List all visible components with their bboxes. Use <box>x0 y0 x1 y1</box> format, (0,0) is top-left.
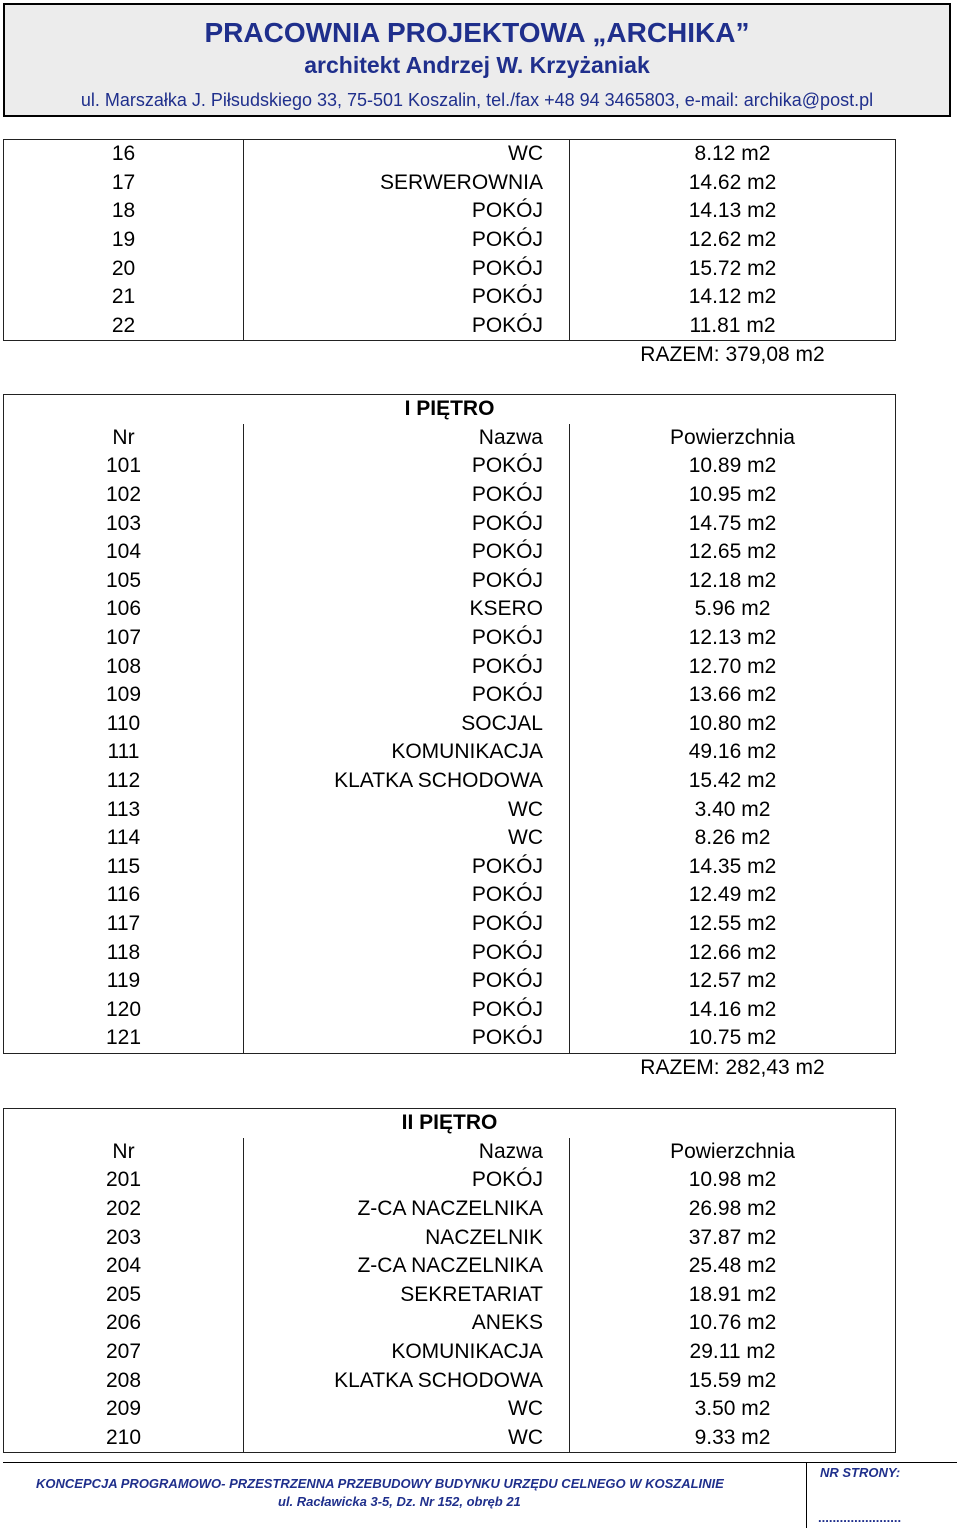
table-row <box>4 140 896 169</box>
room-number: 118 <box>4 938 244 967</box>
room-area: 10.80 m2 <box>570 710 896 739</box>
second-floor-table <box>3 1108 896 1453</box>
room-name: POKÓJ <box>244 197 570 226</box>
table-row <box>4 767 896 796</box>
room-number: 103 <box>4 509 244 538</box>
room-number: 104 <box>4 538 244 567</box>
room-area: 15.72 m2 <box>570 254 896 283</box>
table-row <box>4 509 896 538</box>
room-number: 106 <box>4 595 244 624</box>
room-name: POKÓJ <box>244 910 570 939</box>
room-name: POKÓJ <box>244 254 570 283</box>
table-row <box>4 1166 896 1195</box>
table-row <box>4 1281 896 1310</box>
room-name: SEKRETARIAT <box>244 1281 570 1310</box>
table-row <box>4 795 896 824</box>
page-number-label: NR STRONY: <box>820 1465 901 1480</box>
page-number-field: ....................... <box>818 1510 902 1525</box>
room-number: 208 <box>4 1366 244 1395</box>
room-name: POKÓJ <box>244 283 570 312</box>
table-row <box>4 1424 896 1453</box>
room-name: POKÓJ <box>244 624 570 653</box>
room-area: 12.13 m2 <box>570 624 896 653</box>
room-number: 111 <box>4 738 244 767</box>
room-name: POKÓJ <box>244 452 570 481</box>
room-area: 25.48 m2 <box>570 1252 896 1281</box>
room-number: 206 <box>4 1309 244 1338</box>
room-name: POKÓJ <box>244 853 570 882</box>
room-name: POKÓJ <box>244 481 570 510</box>
first-floor-table <box>3 394 896 1082</box>
room-area: 10.75 m2 <box>570 1024 896 1053</box>
room-number: 22 <box>4 312 244 341</box>
room-number: 113 <box>4 795 244 824</box>
room-number: 120 <box>4 995 244 1024</box>
room-number: 109 <box>4 681 244 710</box>
room-area: 5.96 m2 <box>570 595 896 624</box>
room-area: 14.12 m2 <box>570 283 896 312</box>
table-row <box>4 452 896 481</box>
room-area: 8.26 m2 <box>570 824 896 853</box>
room-name: POKÓJ <box>244 681 570 710</box>
room-area: 10.98 m2 <box>570 1166 896 1195</box>
room-name: POKÓJ <box>244 967 570 996</box>
table-row <box>4 312 896 341</box>
room-number: 112 <box>4 767 244 796</box>
company-name: PRACOWNIA PROJEKTOWA „ARCHIKA” <box>204 17 750 48</box>
header-nr: Nr <box>4 1138 244 1167</box>
table-row <box>4 967 896 996</box>
room-number: 207 <box>4 1338 244 1367</box>
room-number: 209 <box>4 1395 244 1424</box>
room-number: 121 <box>4 1024 244 1053</box>
room-area: 12.62 m2 <box>570 226 896 255</box>
letterhead <box>3 3 951 117</box>
footer-project-title: KONCEPCJA PROGRAMOWO- PRZESTRZENNA PRZEBUDOWY BUDYNKU URZĘDU CELNEGO W KOSZALINIE <box>36 1476 724 1491</box>
room-name: ANEKS <box>244 1309 570 1338</box>
room-area: 18.91 m2 <box>570 1281 896 1310</box>
room-number: 202 <box>4 1195 244 1224</box>
room-number: 17 <box>4 169 244 198</box>
table-row <box>4 881 896 910</box>
room-area: 26.98 m2 <box>570 1195 896 1224</box>
total-row <box>4 341 896 370</box>
room-name: POKÓJ <box>244 509 570 538</box>
table-row <box>4 538 896 567</box>
room-area: 8.12 m2 <box>570 140 896 169</box>
room-name: POKÓJ <box>244 652 570 681</box>
room-area: 14.16 m2 <box>570 995 896 1024</box>
room-name: WC <box>244 795 570 824</box>
room-number: 21 <box>4 283 244 312</box>
table-row <box>4 995 896 1024</box>
room-number: 210 <box>4 1424 244 1453</box>
room-number: 205 <box>4 1281 244 1310</box>
table-row <box>4 624 896 653</box>
floor-total: RAZEM: 379,08 m2 <box>570 341 896 370</box>
table-row <box>4 1395 896 1424</box>
spacer-cell <box>244 341 570 370</box>
room-name: NACZELNIK <box>244 1223 570 1252</box>
room-area: 14.62 m2 <box>570 169 896 198</box>
room-number: 119 <box>4 967 244 996</box>
room-number: 117 <box>4 910 244 939</box>
room-name: POKÓJ <box>244 938 570 967</box>
room-area: 12.18 m2 <box>570 567 896 596</box>
header-name: Nazwa <box>244 1138 570 1167</box>
room-number: 105 <box>4 567 244 596</box>
room-name: SOCJAL <box>244 710 570 739</box>
table-row <box>4 1252 896 1281</box>
room-name: KOMUNIKACJA <box>244 738 570 767</box>
room-area: 12.70 m2 <box>570 652 896 681</box>
room-name: POKÓJ <box>244 881 570 910</box>
room-name: SERWEROWNIA <box>244 169 570 198</box>
ground-floor-table <box>3 139 896 370</box>
floor-title: II PIĘTRO <box>4 1109 896 1138</box>
footer-address: ul. Racławicka 3-5, Dz. Nr 152, obręb 21 <box>278 1494 521 1509</box>
room-area: 37.87 m2 <box>570 1223 896 1252</box>
total-row <box>4 1053 896 1082</box>
spacer-cell <box>4 341 244 370</box>
room-name: Z-CA NACZELNIKA <box>244 1252 570 1281</box>
company-address: ul. Marszałka J. Piłsudskiego 33, 75-501 Koszalin, tel./fax +48 94 3465803, e-mail: archika@post.pl <box>80 90 874 110</box>
room-name: Z-CA NACZELNIKA <box>244 1195 570 1224</box>
room-name: WC <box>244 140 570 169</box>
floor-title-row <box>4 395 896 424</box>
room-number: 101 <box>4 452 244 481</box>
table-header-row <box>4 424 896 453</box>
room-area: 14.13 m2 <box>570 197 896 226</box>
table-row <box>4 710 896 739</box>
table-row <box>4 1309 896 1338</box>
room-area: 10.89 m2 <box>570 452 896 481</box>
table-row <box>4 938 896 967</box>
room-area: 10.95 m2 <box>570 481 896 510</box>
room-number: 108 <box>4 652 244 681</box>
room-name: WC <box>244 1395 570 1424</box>
room-number: 203 <box>4 1223 244 1252</box>
room-area: 49.16 m2 <box>570 738 896 767</box>
room-number: 201 <box>4 1166 244 1195</box>
room-name: KLATKA SCHODOWA <box>244 767 570 796</box>
room-name: POKÓJ <box>244 226 570 255</box>
table-row <box>4 824 896 853</box>
room-name: POKÓJ <box>244 567 570 596</box>
floor-title: I PIĘTRO <box>4 395 896 424</box>
room-area: 29.11 m2 <box>570 1338 896 1367</box>
table-row <box>4 910 896 939</box>
table-row <box>4 1338 896 1367</box>
room-area: 12.49 m2 <box>570 881 896 910</box>
footer-divider <box>806 1462 807 1528</box>
architect-name: architekt Andrzej W. Krzyżaniak <box>304 52 650 78</box>
room-name: KOMUNIKACJA <box>244 1338 570 1367</box>
room-number: 115 <box>4 853 244 882</box>
table-header-row <box>4 1138 896 1167</box>
room-number: 20 <box>4 254 244 283</box>
room-name: WC <box>244 1424 570 1453</box>
room-area: 12.65 m2 <box>570 538 896 567</box>
room-name: WC <box>244 824 570 853</box>
table-row <box>4 738 896 767</box>
table-row <box>4 1195 896 1224</box>
table-row <box>4 1223 896 1252</box>
room-number: 116 <box>4 881 244 910</box>
room-area: 14.75 m2 <box>570 509 896 538</box>
room-name: POKÓJ <box>244 538 570 567</box>
room-area: 3.50 m2 <box>570 1395 896 1424</box>
room-number: 107 <box>4 624 244 653</box>
table-row <box>4 481 896 510</box>
room-area: 15.42 m2 <box>570 767 896 796</box>
room-name: POKÓJ <box>244 1166 570 1195</box>
header-area: Powierzchnia <box>570 1138 896 1167</box>
table-row <box>4 681 896 710</box>
room-name: POKÓJ <box>244 1024 570 1053</box>
header-area: Powierzchnia <box>570 424 896 453</box>
room-name: KLATKA SCHODOWA <box>244 1366 570 1395</box>
room-area: 13.66 m2 <box>570 681 896 710</box>
room-area: 12.55 m2 <box>570 910 896 939</box>
room-area: 11.81 m2 <box>570 312 896 341</box>
table-row <box>4 853 896 882</box>
header-nr: Nr <box>4 424 244 453</box>
room-number: 19 <box>4 226 244 255</box>
room-number: 114 <box>4 824 244 853</box>
room-area: 12.66 m2 <box>570 938 896 967</box>
room-name: POKÓJ <box>244 312 570 341</box>
room-number: 18 <box>4 197 244 226</box>
floor-total: RAZEM: 282,43 m2 <box>570 1053 896 1082</box>
room-area: 14.35 m2 <box>570 853 896 882</box>
room-area: 15.59 m2 <box>570 1366 896 1395</box>
spacer-cell <box>4 1053 244 1082</box>
floor-title-row <box>4 1109 896 1138</box>
spacer-cell <box>244 1053 570 1082</box>
room-number: 102 <box>4 481 244 510</box>
table-row <box>4 197 896 226</box>
room-area: 3.40 m2 <box>570 795 896 824</box>
table-row <box>4 1366 896 1395</box>
table-row <box>4 567 896 596</box>
table-row <box>4 595 896 624</box>
room-number: 204 <box>4 1252 244 1281</box>
room-number: 16 <box>4 140 244 169</box>
room-name: KSERO <box>244 595 570 624</box>
table-row <box>4 226 896 255</box>
footer-rule <box>3 1462 957 1463</box>
table-row <box>4 1024 896 1053</box>
table-row <box>4 283 896 312</box>
room-number: 110 <box>4 710 244 739</box>
table-row <box>4 652 896 681</box>
room-name: POKÓJ <box>244 995 570 1024</box>
room-area: 9.33 m2 <box>570 1424 896 1453</box>
table-row <box>4 169 896 198</box>
header-name: Nazwa <box>244 424 570 453</box>
room-area: 10.76 m2 <box>570 1309 896 1338</box>
table-row <box>4 254 896 283</box>
room-area: 12.57 m2 <box>570 967 896 996</box>
